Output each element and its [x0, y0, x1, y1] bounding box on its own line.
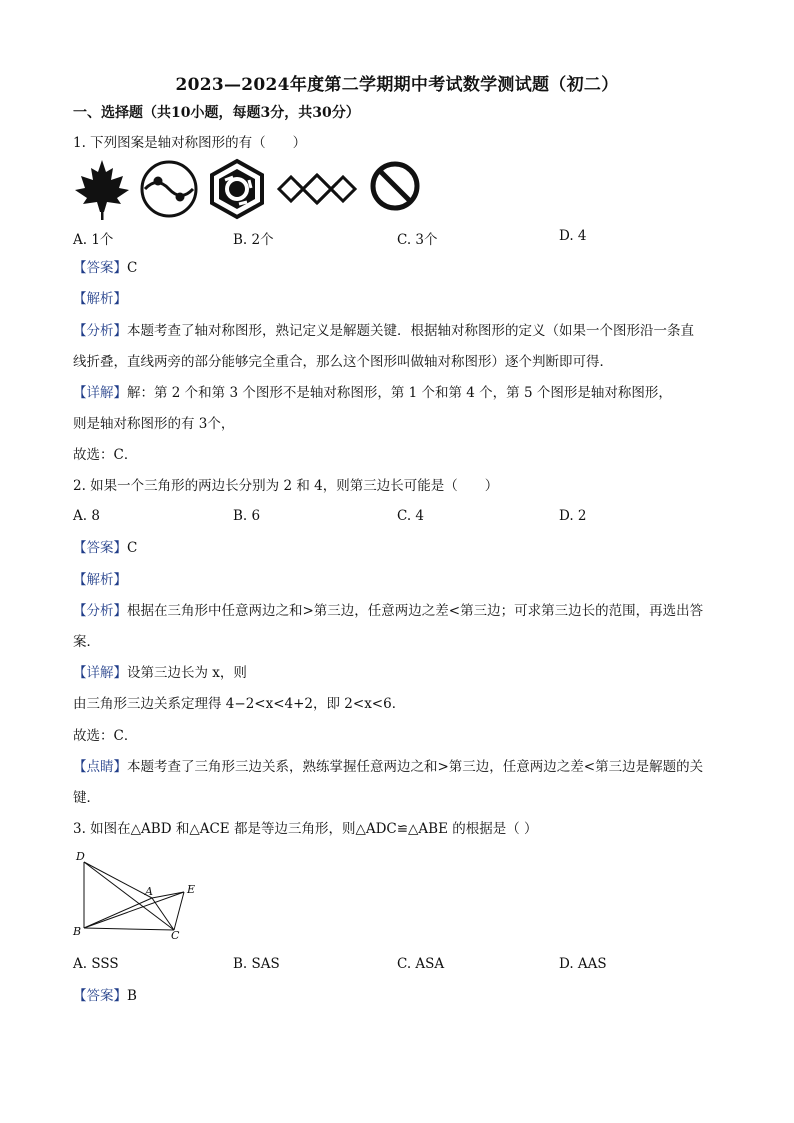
segment-ec — [174, 892, 184, 930]
segment-bc — [84, 928, 174, 930]
question-1-stem: 1. 下列图案是轴对称图形的有（ ） — [73, 135, 307, 151]
option-c: C. ASA — [397, 956, 445, 972]
question-2-answer — [73, 539, 733, 557]
answer-tag: 【答案】 — [73, 260, 127, 276]
option-b: B. SAS — [233, 956, 280, 972]
label-d: D — [76, 850, 85, 863]
section-heading: 一、选择题（共10小题，每题3分，共30分） — [73, 105, 360, 121]
option-a: A. 8 — [73, 508, 100, 524]
detail-text-1: 解：第 2 个和第 3 个图形不是轴对称图形，第 1 个和第 4 个，第 5 个图形是轴对称图形， — [127, 385, 672, 401]
option-b: B. 2个 — [233, 232, 274, 248]
yin-yang-icon — [139, 158, 199, 220]
question-1-answer — [73, 259, 733, 277]
question-3-answer — [73, 987, 733, 1005]
detail-tag: 【详解】 — [73, 385, 127, 401]
question-1-conclusion: 故选：C． — [73, 447, 138, 463]
question-2-options — [73, 508, 733, 526]
question-2-fenxi — [73, 602, 733, 620]
detail-text-1: 设第三边长为 x，则 — [127, 665, 247, 681]
question-2-detail-cont: 由三角形三边关系定理得 4−2<x<4+2，即 2<x<6． — [73, 696, 406, 712]
segment-da — [84, 862, 152, 898]
label-a: A — [145, 885, 153, 898]
question-1-figures — [73, 158, 433, 222]
question-2-dianjing — [73, 758, 733, 776]
question-3-stem: 3. 如图在△ABD 和△ACE 都是等边三角形，则△ADC≌△ABE 的根据是（ ） — [73, 821, 538, 837]
option-c: C. 3个 — [397, 232, 438, 248]
question-3-geometry-figure — [70, 848, 210, 940]
question-2-conclusion: 故选：C． — [73, 728, 138, 744]
question-1-detail — [73, 384, 733, 402]
question-2-analysis-tag — [73, 571, 733, 589]
segment-ba — [84, 898, 152, 928]
question-2-stem: 2. 如果一个三角形的两边长分别为 2 和 4，则第三边长可能是（ ） — [73, 478, 499, 494]
fenxi-text-1: 根据在三角形中任意两边之和>第三边，任意两边之差<第三边；可求第三边长的范围，再选出答 — [127, 603, 704, 619]
page-title: 2023—2024年度第二学期期中考试数学测试题（初二） — [175, 75, 619, 95]
option-d: D. 4 — [559, 228, 587, 244]
answer-tag: 【答案】 — [73, 540, 127, 556]
dianjing-text-1: 本题考查了三角形三边关系，熟练掌握任意两边之和>第三边，任意两边之差<第三边是解题的关 — [127, 759, 704, 775]
question-1-analysis-tag — [73, 290, 733, 308]
question-1-detail-cont: 则是轴对称图形的有 3个， — [73, 416, 235, 432]
answer-value: B — [127, 988, 137, 1004]
dianjing-tag: 【点睛】 — [73, 759, 127, 775]
segment-ac — [152, 898, 174, 930]
option-d: D. 2 — [559, 508, 587, 524]
hexagon-emblem-icon — [207, 158, 267, 220]
detail-tag: 【详解】 — [73, 665, 127, 681]
option-d: D. AAS — [559, 956, 607, 972]
question-2-dianjing-cont: 键． — [73, 790, 100, 806]
question-2-fenxi-cont: 案． — [73, 634, 100, 650]
segment-ae — [152, 892, 184, 898]
option-b: B. 6 — [233, 508, 261, 524]
prohibition-sign-icon — [367, 158, 423, 220]
question-1-fenxi-cont: 线折叠，直线两旁的部分能够完全重合，那么这个图形叫做轴对称图形）逐个判断即可得． — [73, 354, 613, 370]
question-3-options — [73, 956, 733, 974]
answer-value: C — [127, 540, 138, 556]
analysis-tag: 【解析】 — [73, 572, 127, 588]
knot-pattern-icon — [275, 158, 359, 220]
analysis-tag: 【解析】 — [73, 291, 127, 307]
fenxi-tag: 【分析】 — [73, 323, 127, 339]
option-c: C. 4 — [397, 508, 425, 524]
label-c: C — [171, 929, 180, 940]
option-a: A. 1个 — [73, 232, 114, 248]
fenxi-tag: 【分析】 — [73, 603, 127, 619]
maple-leaf-icon — [73, 158, 131, 220]
answer-tag: 【答案】 — [73, 988, 127, 1004]
label-e: E — [187, 883, 196, 896]
label-b: B — [73, 925, 82, 938]
question-1-fenxi — [73, 322, 733, 340]
question-1-options — [73, 228, 733, 246]
question-2-detail — [73, 664, 733, 682]
fenxi-text-1: 本题考查了轴对称图形，熟记定义是解题关键．根据轴对称图形的定义（如果一个图形沿一条直 — [127, 323, 694, 339]
option-a: A. SSS — [73, 956, 119, 972]
answer-value: C — [127, 260, 138, 276]
